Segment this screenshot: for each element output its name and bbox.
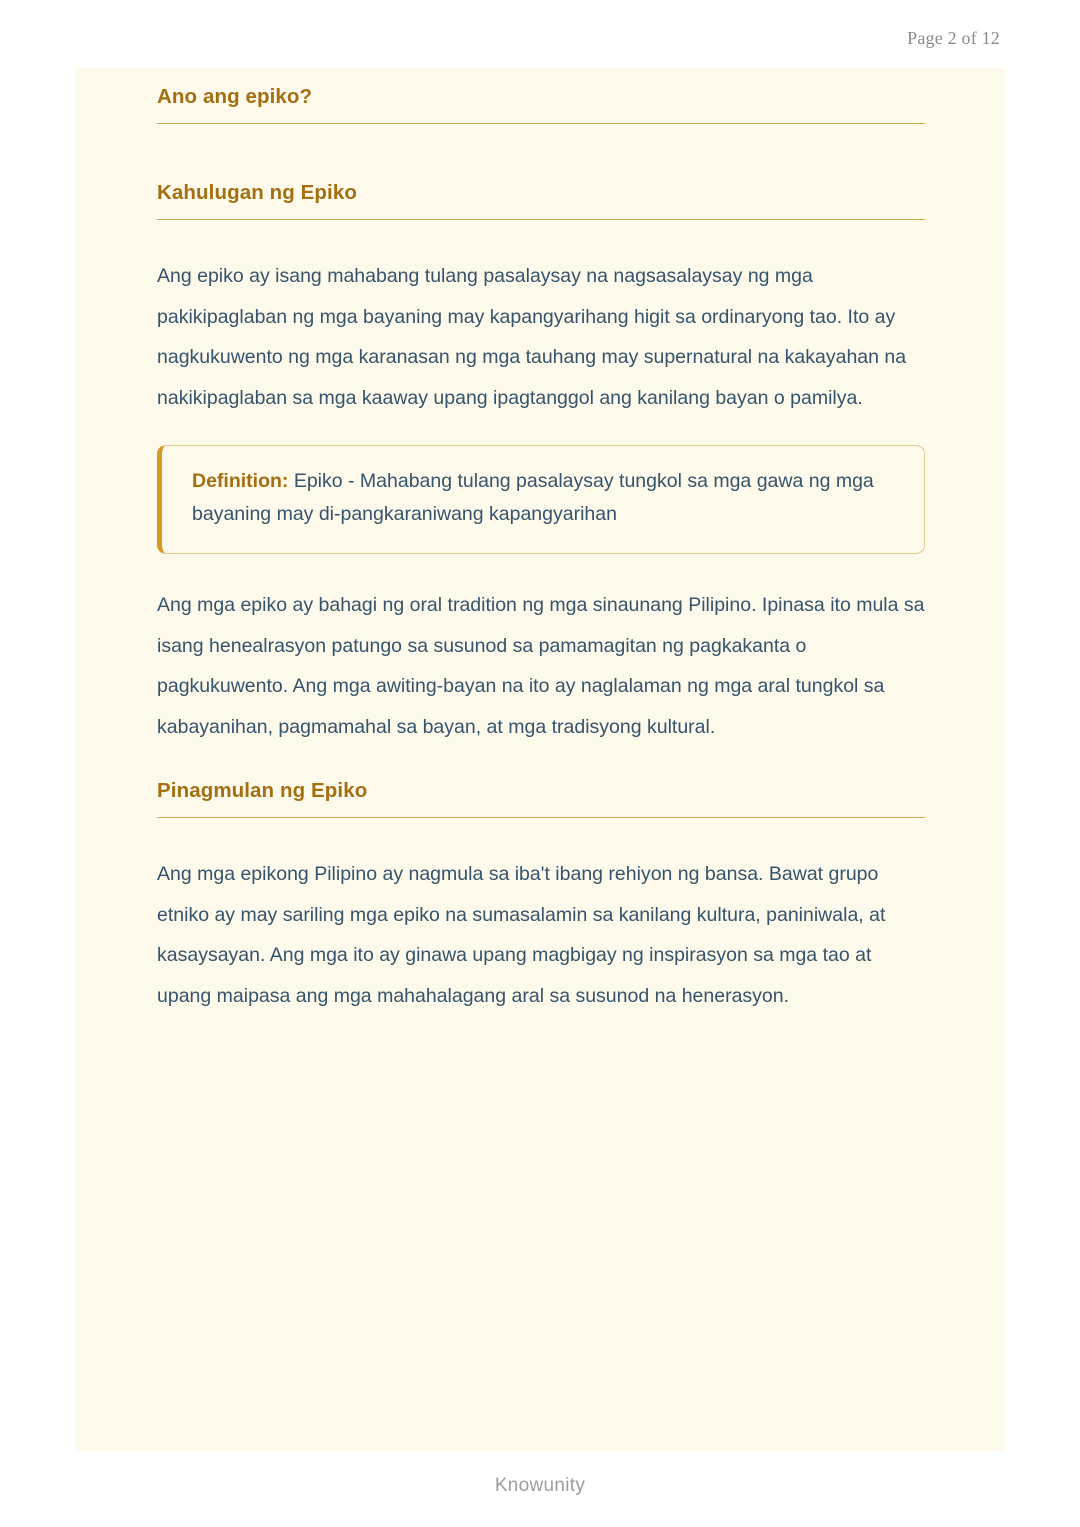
document-content (157, 85, 925, 1016)
footer-brand: Knowunity (494, 1475, 586, 1496)
paragraph-kahulugan-1: Ang epiko ay isang mahabang tulang pasalaysay na nagsasalaysay ng mga pakikipaglaban ng mga bayaning may kapangyarihang higit sa ordinaryong tao. Ito ay nagkukuwento ng mga karanasan ng mga tauhang may supernatural na kakayahan na nakikipaglaban sa mga kaaway upang ipagtanggol ang kanilang bayan o pamilya. (157, 265, 907, 409)
definition-label: Definition: (192, 470, 289, 492)
paragraph-kahulugan-2: Ang mga epiko ay bahagi ng oral tradition ng mga sinaunang Pilipino. Ipinasa ito mula sa isang henealrasyon patungo sa susunod sa pamamagitan ng pagkakanta o pagkukuwento. Ang mga awiting-bayan na ito ay naglalaman ng mga aral tungkol sa kabayanihan, pagmamahal sa bayan, at mga tradisyong kultural. (157, 594, 925, 738)
page-title: Ano ang epiko? (157, 85, 313, 108)
spacer (157, 818, 925, 854)
spacer (157, 220, 925, 256)
page-sheet (75, 68, 1005, 1451)
section-heading-pinagmulan: Pinagmulan ng Epiko (157, 779, 368, 802)
spacer (157, 124, 925, 181)
definition-text (192, 465, 902, 531)
page-number-label: Page 2 of 12 (907, 28, 1000, 48)
definition-callout (157, 445, 925, 554)
definition-body: Epiko - Mahabang tulang pasalaysay tungkol sa mga gawa ng mga bayaning may di-pangkaraniwang kapangyarihan (192, 470, 874, 525)
section-heading-kahulugan: Kahulugan ng Epiko (157, 181, 357, 204)
paragraph-pinagmulan-1: Ang mga epikong Pilipino ay nagmula sa iba't ibang rehiyon ng bansa. Bawat grupo etniko ay may sariling mga epiko na sumasalamin sa kanilang kultura, paniniwala, at kasaysayan. Ang mga ito ay ginawa upang magbigay ng inspirasyon sa mga tao at upang maipasa ang mga mahahalagang aral sa susunod na henerasyon. (157, 863, 886, 1007)
spacer (157, 554, 925, 585)
spacer (157, 747, 925, 779)
